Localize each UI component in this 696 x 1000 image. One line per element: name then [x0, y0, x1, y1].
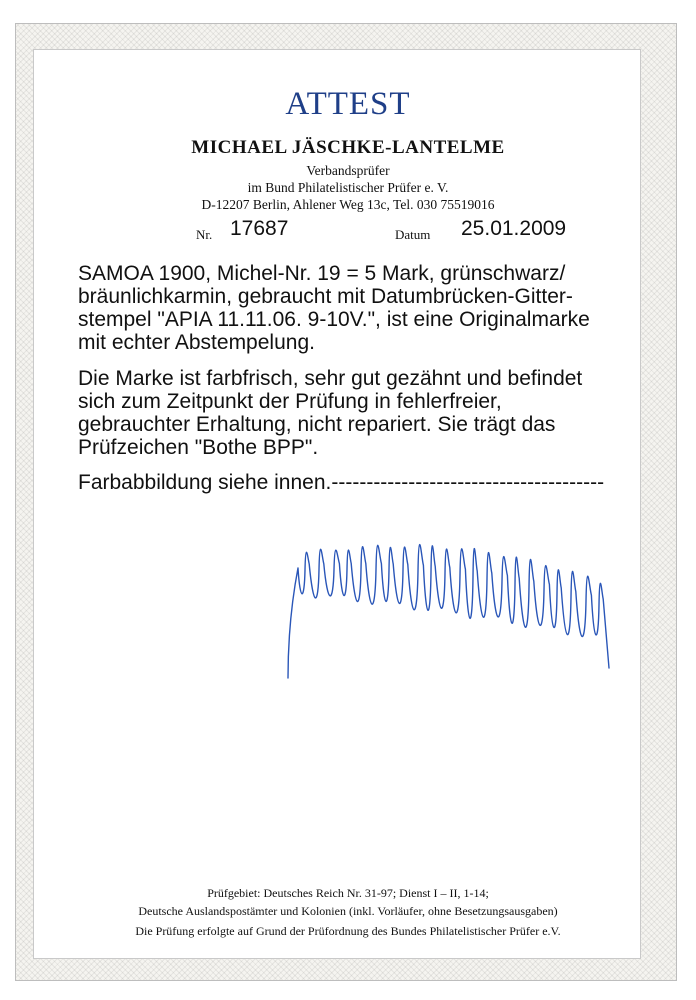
condition-paragraph: [78, 367, 630, 459]
description-line: mit echter Abstempelung.: [78, 331, 315, 354]
footer-colonies-line: Deutsche Auslandspostämter und Kolonien (inkl. Vorläufer, ohne Besetzungsausgaben): [138, 904, 558, 918]
certificate-number: 17687: [230, 217, 289, 240]
examiner-name: MICHAEL JÄSCHKE-LANTELME: [191, 137, 505, 158]
date-label: Datum: [395, 227, 431, 242]
certificate-date: 25.01.2009: [461, 217, 567, 240]
condition-line: sich zum Zeitpunkt der Prüfung in fehlerfreier,: [78, 390, 502, 413]
examiner-signature: [280, 540, 660, 680]
condition-line: gebrauchter Erhaltung, nicht repariert. Sie trägt das: [78, 413, 556, 436]
condition-line: Die Marke ist farbfrisch, sehr gut gezähnt und befindet: [78, 367, 583, 390]
examiner-association: im Bund Philatelistischer Prüfer e. V.: [247, 180, 449, 195]
certificate-title: ATTEST: [285, 86, 411, 122]
examiner-role: Verbandsprüfer: [306, 163, 390, 178]
footer-scope-line: Prüfgebiet: Deutsches Reich Nr. 31-97; Dienst I – II, 1-14;: [207, 886, 489, 900]
color-image-note: Farbabbildung siehe innen.---------------------------------------: [78, 471, 605, 494]
description-paragraph: [78, 262, 630, 354]
number-label: Nr.: [196, 227, 213, 242]
examiner-address: D-12207 Berlin, Ahlener Weg 13c, Tel. 030 75519016: [201, 197, 495, 212]
description-line: stempel "APIA 11.11.06. 9-10V.", ist eine Originalmarke: [78, 308, 590, 331]
description-line: SAMOA 1900, Michel-Nr. 19 = 5 Mark, grünschwarz/: [78, 262, 566, 285]
condition-line: Prüfzeichen "Bothe BPP".: [78, 436, 319, 459]
description-line: bräunlichkarmin, gebraucht mit Datumbrücken-Gitter-: [78, 285, 573, 308]
footer-rules-line: Die Prüfung erfolgte auf Grund der Prüfordnung des Bundes Philatelistischer Prüfer e.V.: [135, 924, 561, 938]
